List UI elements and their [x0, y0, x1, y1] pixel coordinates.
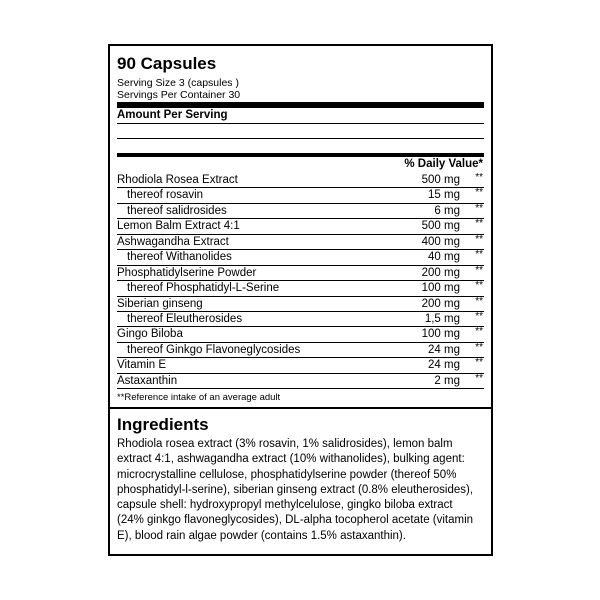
nutrient-name: thereof salidrosides: [127, 204, 227, 217]
table-row: [117, 219, 484, 234]
daily-value: **: [475, 310, 483, 322]
servings-per-container: Servings Per Container 30: [117, 89, 241, 101]
nutrient-name: Siberian ginseng: [117, 297, 203, 310]
table-row: [117, 374, 484, 389]
nutrient-name: Lemon Balm Extract 4:1: [117, 220, 240, 233]
nutrient-amount: 200 mg: [421, 297, 460, 310]
table-row: [117, 312, 484, 327]
daily-value: **: [475, 357, 483, 369]
nutrient-amount: 24 mg: [428, 343, 460, 356]
nutrient-name: thereof Eleutherosides: [127, 312, 243, 325]
nutrient-amount: 2 mg: [434, 374, 460, 387]
nutrient-amount: 1,5 mg: [424, 312, 460, 325]
nutrient-amount: 200 mg: [421, 266, 460, 279]
ingredients-text: Rhodiola rosea extract (3% rosavin, 1% salidrosides), lemon balm extract 4:1, ashwagandha extract (10% withanolides), bulking agent: microcrystalline cellulose, phosphatidylserine powder (thereof 50% phosphatidyl-l-serine), siberian ginseng extract (0.8% eleutherosides), capsule shell: hydroxypropyl methylcelulose, gingko biloba extract (24% ginkgo flavoneglycosides), DL-alpha tocopherol acetate (vitamin E), blood rain algae powder (contains 1.5% astaxanthin).: [117, 438, 474, 542]
daily-value: **: [475, 187, 483, 199]
medium-divider: [117, 153, 484, 157]
nutrient-name: Astaxanthin: [117, 374, 178, 387]
nutrient-name: Vitamin E: [117, 359, 167, 372]
nutrient-amount: 500 mg: [421, 174, 460, 186]
nutrient-table: [117, 173, 484, 389]
daily-value: **: [475, 280, 483, 292]
daily-value: **: [475, 341, 483, 353]
table-row: [117, 327, 484, 342]
daily-value: **: [475, 295, 483, 307]
nutrient-name: thereof Phosphatidyl-L-Serine: [127, 282, 280, 295]
nutrient-name: thereof rosavin: [127, 189, 204, 202]
table-row: [117, 173, 484, 188]
table-row: [117, 250, 484, 265]
table-row: [117, 343, 484, 358]
section-divider: [110, 407, 491, 409]
nutrient-amount: 100 mg: [421, 282, 460, 295]
nutrient-amount: 400 mg: [421, 235, 460, 248]
nutrient-amount: 500 mg: [421, 220, 460, 233]
nutrient-name: Gingo Biloba: [117, 328, 183, 341]
ingredients-heading: Ingredients: [117, 415, 209, 434]
reference-footnote: **Reference intake of an average adult: [117, 392, 281, 403]
nutrient-amount: 6 mg: [434, 204, 460, 217]
table-row: [117, 266, 484, 281]
daily-value: **: [475, 264, 483, 276]
nutrient-name: Rhodiola Rosea Extract: [117, 174, 238, 186]
daily-value: **: [475, 233, 483, 245]
table-row: [117, 204, 484, 219]
thick-divider: [117, 102, 484, 108]
daily-value: **: [475, 218, 483, 230]
serving-size: Serving Size 3 (capsules ): [117, 77, 239, 89]
daily-value: **: [475, 326, 483, 338]
nutrient-amount: 24 mg: [428, 359, 460, 372]
nutrient-name: thereof Ginkgo Flavoneglycosides: [127, 343, 301, 356]
table-row: [117, 281, 484, 296]
daily-value: **: [475, 202, 483, 214]
product-title: 90 Capsules: [117, 54, 217, 73]
table-row: [117, 297, 484, 312]
divider-line: [117, 123, 484, 124]
daily-value: **: [475, 372, 483, 384]
nutrient-name: Phosphatidylserine Powder: [117, 266, 257, 279]
daily-value: **: [475, 172, 483, 183]
daily-value: **: [475, 249, 483, 261]
table-row: [117, 358, 484, 373]
supplement-facts-panel: [108, 44, 493, 556]
nutrient-amount: 100 mg: [421, 328, 460, 341]
nutrient-name: Ashwagandha Extract: [117, 235, 229, 248]
nutrient-amount: 40 mg: [428, 251, 460, 264]
amount-per-serving-label: Amount Per Serving: [117, 109, 228, 121]
table-row: [117, 188, 484, 203]
nutrient-name: thereof Withanolides: [127, 251, 232, 264]
divider-line: [117, 138, 484, 139]
table-row: [117, 235, 484, 250]
nutrient-amount: 15 mg: [428, 189, 460, 202]
daily-value-header: % Daily Value*: [404, 158, 483, 170]
